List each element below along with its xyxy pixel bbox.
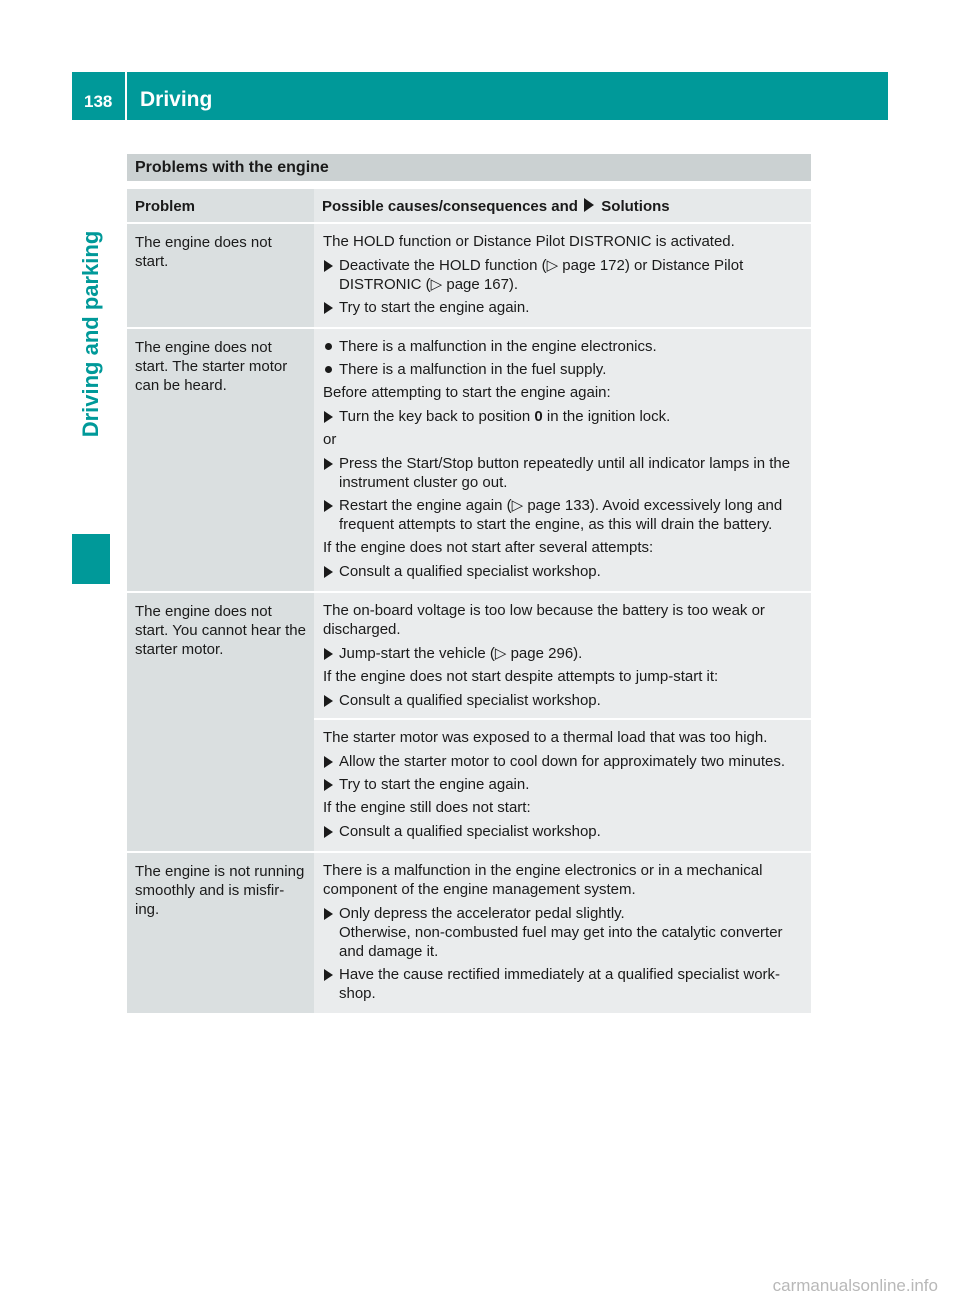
action-step (323, 904, 805, 961)
cause-text: There is a malfunction in the engine electronics or in a mechanical component of the engine management system. (323, 862, 763, 898)
cause-text: The on-board voltage is too low because the battery is too weak or discharged. (323, 602, 765, 638)
table-header-row (127, 189, 811, 223)
table-row (127, 592, 811, 852)
solution-cell (314, 852, 811, 1013)
side-tab-marker (72, 534, 110, 584)
table-row (127, 852, 811, 1013)
instruction-text: Before attempting to start the engine again: (323, 384, 611, 401)
chapter-title: Driving (140, 88, 213, 111)
or-text: or (323, 431, 337, 448)
sub-divider (314, 718, 811, 720)
solution-cell (314, 223, 811, 328)
cause-text: The HOLD function or Distance Pilot DISTRONIC is activated. (323, 233, 735, 250)
page-header (72, 72, 888, 120)
step-note: Otherwise, non-combusted fuel may get into the catalytic converter and damage it. (339, 924, 783, 960)
step-text: in the ignition lock. (546, 408, 671, 425)
action-step: Try to start the engine again. (323, 298, 805, 317)
main-content (127, 154, 811, 1013)
table-row (127, 223, 811, 328)
action-step (323, 407, 805, 426)
problem-cell: The engine does not start. You cannot hear the starter motor. (127, 592, 314, 852)
table-row (127, 328, 811, 592)
action-step: Try to start the engine again. (323, 775, 805, 794)
solutions-suffix: Solutions (601, 198, 670, 215)
action-step: Jump-start the vehicle (▷ page 296). (323, 644, 805, 663)
cause-bullet: There is a malfunction in the fuel supply. (323, 360, 805, 379)
cause-bullet: There is a malfunction in the engine electronics. (323, 337, 805, 356)
column-header-solutions (314, 189, 811, 223)
instruction-text: If the engine does not start despite attempts to jump-start it: (323, 668, 719, 685)
problem-cell: The engine does not start. (127, 223, 314, 328)
action-step: Deactivate the HOLD function (▷ page 172) or Distance Pilot DISTRONIC (▷ page 167). (323, 256, 805, 294)
solutions-prefix: Possible causes/consequences and (322, 198, 578, 215)
instruction-text: If the engine still does not start: (323, 799, 531, 816)
section-title: Problems with the engine (127, 154, 811, 181)
action-step: Allow the starter motor to cool down for approximately two minutes. (323, 752, 805, 771)
action-step: Consult a qualified specialist workshop. (323, 691, 805, 710)
solution-cell (314, 592, 811, 852)
action-step: Consult a qualified specialist workshop. (323, 822, 805, 841)
step-text: Only depress the accelerator pedal slightly. (339, 905, 625, 922)
cause-text: The starter motor was exposed to a thermal load that was too high. (323, 729, 768, 746)
problem-cell: The engine does not start. The starter motor can be heard. (127, 328, 314, 592)
action-step: Restart the engine again (▷ page 133). Avoid excessively long and frequent attempts to start the engine, as this will drain the battery. (323, 496, 805, 534)
action-arrow-icon (584, 198, 594, 212)
problems-table (127, 189, 811, 1013)
action-step: Have the cause rectified immediately at a qualified specialist work-shop. (323, 965, 805, 1003)
problem-cell: The engine is not running smoothly and is misfir-ing. (127, 852, 314, 1013)
action-step: Press the Start/Stop button repeatedly until all indicator lamps in the instrument cluster go out. (323, 454, 805, 492)
watermark: carmanualsonline.info (772, 1276, 938, 1295)
side-tab (72, 120, 110, 584)
key-position: 0 (534, 408, 543, 425)
side-tab-label: Driving and parking (78, 230, 103, 438)
header-divider (125, 72, 127, 120)
instruction-text: If the engine does not start after several attempts: (323, 539, 654, 556)
column-header-problem: Problem (127, 189, 314, 223)
action-step: Consult a qualified specialist workshop. (323, 562, 805, 581)
step-text: Turn the key back to position (339, 408, 531, 425)
page-number: 138 (84, 92, 113, 111)
solution-cell (314, 328, 811, 592)
